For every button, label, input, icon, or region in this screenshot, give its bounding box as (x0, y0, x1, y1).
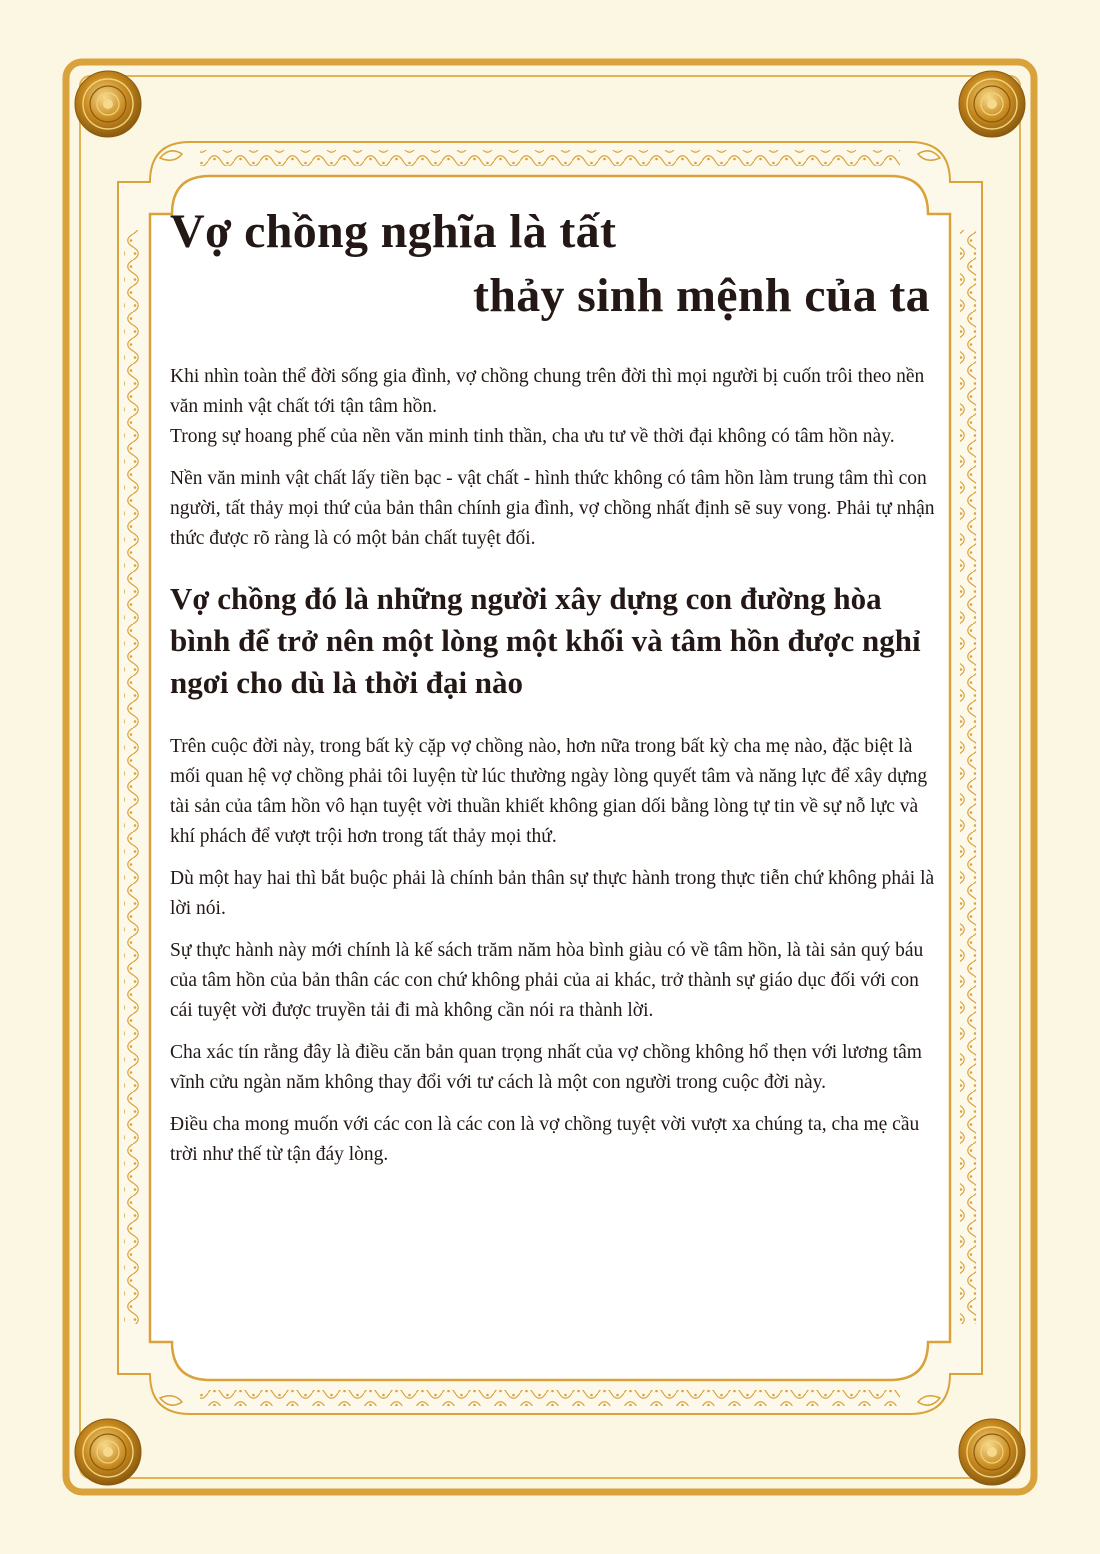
title-line-1: Vợ chồng nghĩa là tất (170, 205, 617, 258)
intro-paragraph-1: Khi nhìn toàn thể đời sống gia đình, vợ chồng chung trên đời thì mọi người bị cuốn trôi theo nền văn minh vật chất tới tận tâm hồn. (170, 366, 925, 417)
body-paragraph-1: Trên cuộc đời này, trong bất kỳ cặp vợ chồng nào, hơn nữa trong bất kỳ cha mẹ nào, đặc biệt là mối quan hệ vợ chồng phải tôi luyện từ lúc thường ngày lòng quyết tâm và năng lực để xây dựng tài sản của tâm hồn vô hạn tuyệt vời thuần khiết không gian dối bằng lòng tự tin về sự nỗ lực và khí phách để vượt trội hơn trong tất thảy mọi thứ. (170, 736, 928, 847)
title-line-2: thảy sinh mệnh của ta (472, 269, 930, 322)
body-paragraph-2: Dù một hay hai thì bắt buộc phải là chính bản thân sự thực hành trong thực tiễn chứ không phải là lời nói. (170, 868, 935, 919)
page-title (170, 200, 935, 328)
intro-paragraph-3: Nền văn minh vật chất lấy tiền bạc - vật chất - hình thức không có tâm hồn làm trung tâm thì con người, tất thảy mọi thứ của bản thân chính gia đình, vợ chồng nhất định sẽ suy vong. Phải tự nhận thức được rõ ràng là có một bản chất tuyệt đối. (170, 468, 935, 549)
section-subheading: Vợ chồng đó là những người xây dựng con đường hòa bình để trở nên một lòng một khối và tâm hồn được nghỉ ngơi cho dù là thời đại nào (170, 581, 921, 700)
body-section (170, 732, 935, 1170)
intro-section (170, 362, 935, 554)
body-paragraph-3: Sự thực hành này mới chính là kế sách trăm năm hòa bình giàu có về tâm hồn, là tài sản quý báu của tâm hồn của bản thân các con chứ không phải của ai khác, trở thành sự giáo dục đối với con cái tuyệt vời được truyền tải đi mà không cần nói ra thành lời. (170, 940, 924, 1021)
body-paragraph-5: Điều cha mong muốn với các con là các con là vợ chồng tuyệt vời vượt xa chúng ta, cha mẹ cầu trời như thế từ tận đáy lòng. (170, 1114, 920, 1165)
body-paragraph-4: Cha xác tín rằng đây là điều căn bản quan trọng nhất của vợ chồng không hổ thẹn với lương tâm vĩnh cửu ngàn năm không thay đổi với tư cách là một con người trong cuộc đời này. (170, 1042, 922, 1093)
document-content (170, 200, 935, 1182)
intro-paragraph-2: Trong sự hoang phế của nền văn minh tinh thần, cha ưu tư về thời đại không có tâm hồn này. (170, 426, 895, 447)
